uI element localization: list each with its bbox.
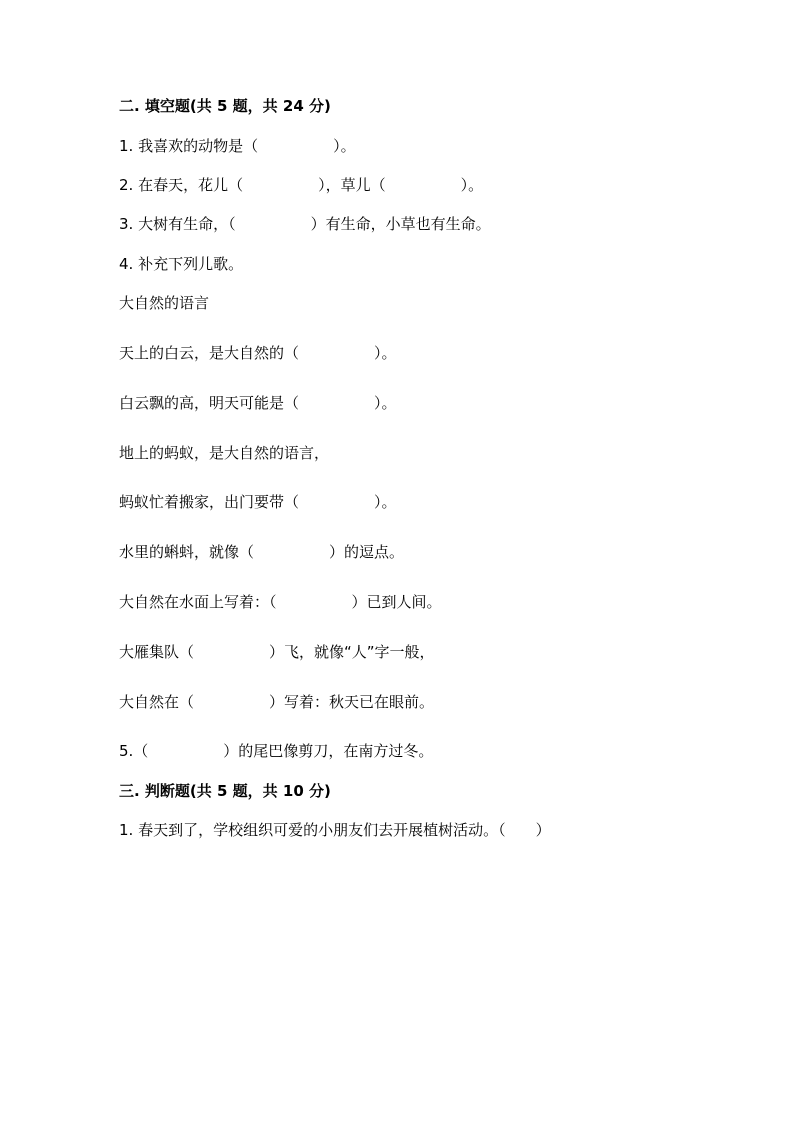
poem-line: 白云飘的高，明天可能是（ ）。 [119,394,397,412]
question-5: 5.（ ）的尾巴像剪刀，在南方过冬。 [119,742,434,760]
poem-line: 蚂蚁忙着搬家，出门要带（ ）。 [119,493,397,511]
poem-line: 大自然在（ ）写着：秋天已在眼前。 [119,693,435,711]
question-1: 1. 我喜欢的动物是（ ）。 [119,137,356,155]
poem-line: 水里的蝌蚪，就像（ ）的逗点。 [119,543,405,561]
judgement-question-1: 1. 春天到了，学校组织可爱的小朋友们去开展植树活动。（ ） [119,821,551,839]
poem-title: 大自然的语言 [119,294,210,312]
question-3: 3. 大树有生命，（ ）有生命，小草也有生命。 [119,215,491,233]
poem-line: 大自然在水面上写着：（ ）已到人间。 [119,593,442,611]
section-heading-true-false: 三. 判断题(共 5 题，共 10 分) [119,782,331,800]
poem-line: 大雁集队（ ）飞，就像“人”字一般， [119,643,435,661]
poem-line: 地上的蚂蚁，是大自然的语言， [119,444,330,462]
question-2: 2. 在春天，花儿（ ），草儿（ ）。 [119,176,484,194]
section-heading-fill-in: 二. 填空题(共 5 题，共 24 分) [119,97,331,115]
poem-line: 天上的白云，是大自然的（ ）。 [119,344,397,362]
question-4: 4. 补充下列儿歌。 [119,255,244,273]
